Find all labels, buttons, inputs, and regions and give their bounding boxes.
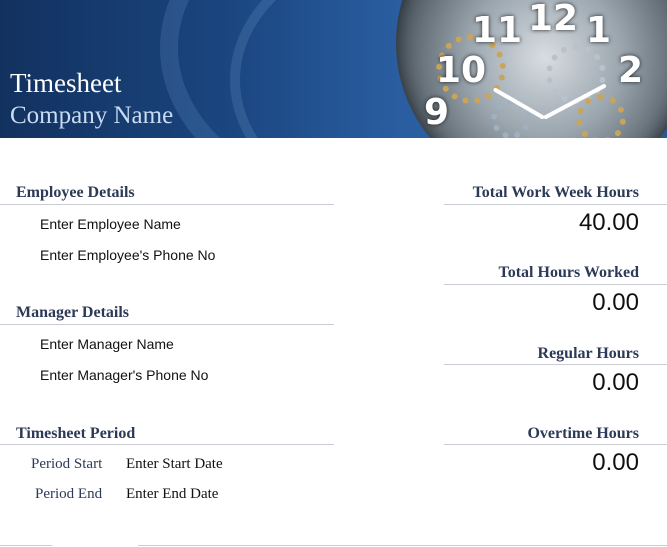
section-divider xyxy=(444,364,667,365)
employee-name-field[interactable]: Enter Employee Name xyxy=(40,216,181,232)
clock-number: 11 xyxy=(472,10,523,51)
employee-phone-field[interactable]: Enter Employee's Phone No xyxy=(40,247,216,263)
table-border-fragment xyxy=(0,545,52,546)
clock-number: 2 xyxy=(618,50,644,91)
total-hours-worked-value: 0.00 xyxy=(592,289,639,316)
timesheet-period-heading: Timesheet Period xyxy=(16,425,136,442)
gear-icon xyxy=(576,94,626,138)
regular-hours-value: 0.00 xyxy=(592,369,639,396)
period-start-label: Period Start xyxy=(31,456,103,472)
table-border-fragment xyxy=(138,545,667,546)
page-title: Timesheet xyxy=(10,68,122,98)
total-work-week-hours-label: Total Work Week Hours xyxy=(472,184,639,201)
manager-phone-field[interactable]: Enter Manager's Phone No xyxy=(40,367,209,383)
section-divider xyxy=(444,444,667,445)
section-divider xyxy=(0,324,334,325)
total-hours-worked-label: Total Hours Worked xyxy=(498,264,639,281)
overtime-hours-label: Overtime Hours xyxy=(527,425,639,442)
manager-details-heading: Manager Details xyxy=(16,304,130,321)
clock-number: 1 xyxy=(586,10,612,51)
section-divider xyxy=(444,204,667,205)
section-divider xyxy=(444,284,667,285)
overtime-hours-value: 0.00 xyxy=(592,449,639,476)
clock-number: 12 xyxy=(528,0,579,39)
clock-icon xyxy=(396,0,667,138)
period-end-field[interactable]: Enter End Date xyxy=(126,486,219,502)
company-name[interactable]: Company Name xyxy=(10,102,174,129)
total-work-week-hours-value[interactable]: 40.00 xyxy=(578,209,639,236)
clock-number: 10 xyxy=(436,50,487,91)
clock-number: 9 xyxy=(424,92,450,133)
employee-details-heading: Employee Details xyxy=(16,184,135,201)
manager-name-field[interactable]: Enter Manager Name xyxy=(40,336,174,352)
header-banner xyxy=(0,0,667,138)
section-divider xyxy=(0,444,334,445)
regular-hours-label: Regular Hours xyxy=(537,345,639,362)
period-start-field[interactable]: Enter Start Date xyxy=(126,456,223,472)
period-end-label: Period End xyxy=(35,486,103,502)
section-divider xyxy=(0,204,334,205)
